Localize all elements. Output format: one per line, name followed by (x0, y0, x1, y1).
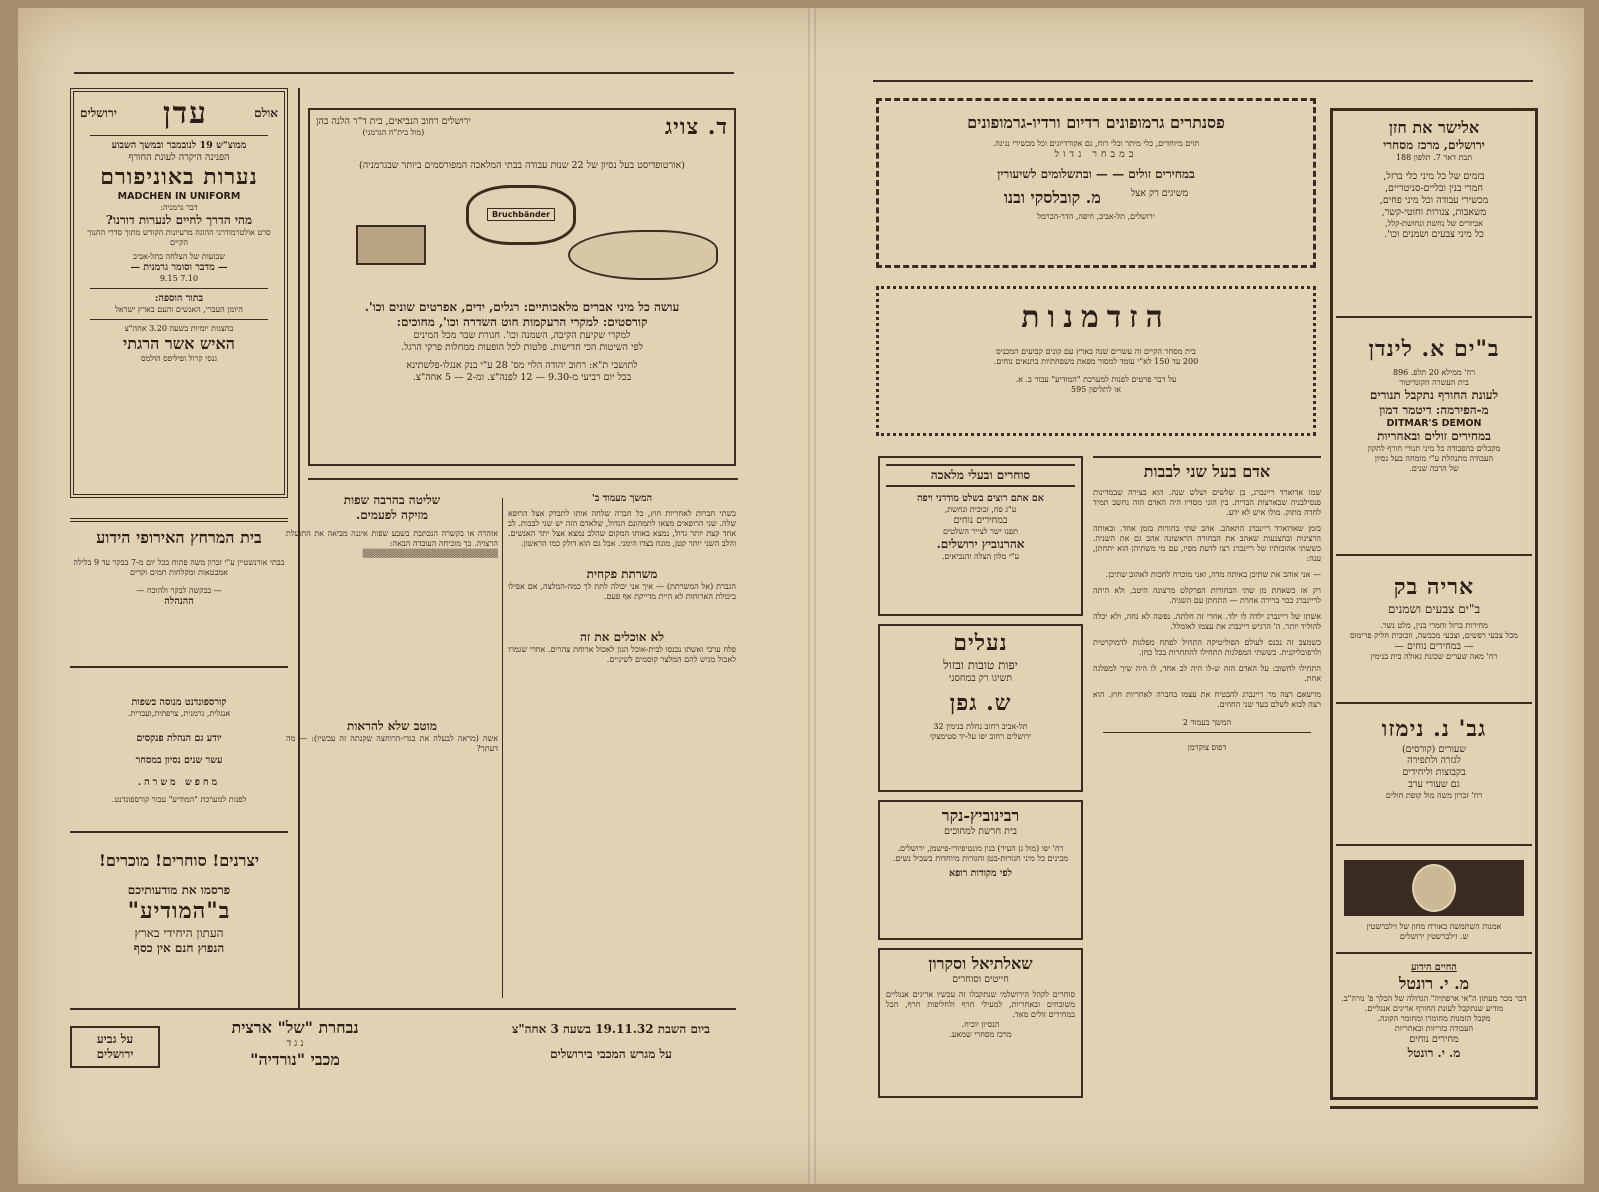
story-p8: מרשאם רצה מר ריינברג להבטיח את עצמו בחברה לאחריות חוץ. הוא רצה לבוא לשלם בעד שני החוזים. (1093, 690, 1321, 709)
aryeh-name: אריה בק (1393, 574, 1475, 600)
zweig-corsets: קורסטים: למקרי הרעקמות חוט השדרה וכו', מחוכים: (396, 314, 648, 329)
signs-l2: ע"ג פח, זכוכית ונחשת, (944, 504, 1017, 514)
zweig-name: ד. צויג (664, 114, 728, 140)
shoe-insole-icon (568, 230, 718, 280)
story-column (1093, 456, 1321, 1096)
gramo-big: במבחר גדול (1054, 149, 1138, 160)
nimzo-l3: בקבוצות וליחידים (1402, 767, 1466, 779)
signs-l1: אם אתם רוצים בשלט מודרני ויפה (917, 493, 1044, 504)
match-city: ירושלים (96, 1047, 134, 1061)
match-place: על מגרש המכבי בירושלים (550, 1047, 672, 1061)
story-p7: התחילו לחשוב: על האדם הזה ש-לו היה לב אחד, לו היה שיך למפלגה אחת. (1093, 664, 1321, 683)
eat-title: לא אוכלים את זה (579, 629, 664, 644)
corr-l2: אנגלית, גרמנית, צרפתית,ועברית. (127, 708, 231, 718)
eden-extra: היומן העברי, האנשים והעם בארץ ישראל (115, 304, 243, 314)
match-cup-box (70, 1026, 160, 1068)
corset-l1: בית חרשת למחוכים (944, 826, 1017, 837)
eden-film-title: נערות באוניפורם (100, 163, 258, 190)
rontel-l2: מודיע שנתקבל לעונת החורף אריגים אנגליים. (1364, 1003, 1504, 1013)
zweig-corsets2: למקרי שקיעת הקיבה, השמנה וכו'. חגורת שבר מכל המינים (413, 329, 631, 341)
alisher-l8: כל מיני צבעים ושמנים וכו'. (1384, 228, 1484, 240)
aryeh-l2: מחירות ברזל וחמרי בנין, מלט נשר. (1380, 620, 1488, 630)
shoes-ad (878, 624, 1083, 792)
rontel-name: מ. י. רונטל (1398, 973, 1470, 993)
corr-l4: עשר שנים נסיון במסחר (135, 754, 223, 766)
alisher-l7: אביזרים של נחשת ונחושת-קלל, (1385, 218, 1483, 228)
modia-l2: פרסמו את מודעותיכם (127, 883, 231, 897)
eden-premiere: הפנינה היקרה לעונת החורף (128, 151, 230, 163)
story-p3: — אני אוהב את שתיכן באותה מדה, ואני מוכרח לחכות לאהוב שתיכן. (1105, 570, 1321, 579)
eden-city: ירושלים (80, 106, 117, 120)
truss-icon (466, 185, 576, 245)
story-p6: כשמצב זה נכנס לעולם הפוליטיקה התחיל לפתח מפלגות לדמוקרטית ולרפובליקנית. כששתי המפלגות התחילו להתחרות בכל כחן. (1093, 638, 1321, 657)
corsets-ad (878, 800, 1083, 940)
corset-l4: לפי מקודות רופא (948, 867, 1013, 879)
nimzo-l4: גם שעורי ערב (1408, 779, 1460, 791)
foot-icon (356, 225, 426, 265)
soup-text: הגברת (אל המשרתת) — איך אני יכולה לתת לך כמה-המלצה, אם אפילו ביכולת הארוחות לא היית מדייקת אף פעם. (508, 581, 736, 601)
corset-l2: רח' יפו (מול גן העיר) בנין מונטיפיורי-פישמן, ירושלים. (897, 843, 1064, 853)
zweig-experience: (אורטופדיסט בעל נסיון של 22 שנות עבודה בבתי המלאכה המפורסמים ביותר שבגרמניה) (359, 160, 685, 171)
tailors-l3: הנסיון יוכיח. (961, 1019, 1000, 1029)
linden-brand: DITMAR'S DEMON (1386, 417, 1482, 429)
gramo-firm: מ. קובלסקי ובנו (1003, 187, 1101, 207)
langs-filler: ▒▒▒▒▒▒▒▒▒▒▒▒▒▒▒▒▒▒▒▒▒▒ (362, 549, 498, 558)
rontel-l1: דבר מכר מעתון ה"אי ארפתיה" הגדולה של הכלך פ' נורה"ב. (1341, 993, 1527, 1003)
zweig-address: ירושלים רחוב הנביאים, בית ד"ר הלנה כהן (316, 116, 471, 128)
gramo-sub: תוים מיוחדים, כלי מיתר וכלי רוח, גם אקורדיונים וכל מכשירי נגינה. (992, 139, 1200, 148)
nimzo-l2: לגזרה ולתפירה (1407, 755, 1461, 767)
alisher-l4: חמרי בנין ובליים-סניטריים, (1385, 182, 1483, 194)
aryeh-l5: רח' מאה שערים שכונת גאולה בית בנימין (1370, 652, 1498, 662)
top-rule-left (74, 72, 734, 74)
eden-lang: דבר גרמניה: (160, 203, 198, 213)
tailors-title: שאלתיאל וסקרון (928, 954, 1033, 973)
linden-l8: של הרבה שנים. (1409, 464, 1459, 474)
eden-cinema-ad (70, 88, 288, 498)
linden-l7: העבודה מתנהלת ע"י מומחה בעל נסיון (1374, 454, 1494, 464)
shoes-name: ש. גפן (949, 690, 1012, 717)
alisher-l1: ירושלים, מרכז מסחרי (1383, 138, 1485, 152)
linden-l2: בית העשרה הקונדיטור (1399, 377, 1469, 387)
corr-l3: יודע גם הנהלת פנקסים (136, 732, 222, 744)
silberstein-image (1344, 860, 1524, 916)
bottom-rule-right (1330, 1106, 1538, 1109)
gramo-only: משיגים רק אצל (1130, 187, 1189, 199)
nimzo-l1: שעורים (קורסים) (1401, 743, 1467, 755)
story-p4: רק אז כשאחת מן שתי הבחורות הפרקלט מרצונה היטב, ולא היתה לריינברג כבר ברירה אחרת — התחתן עם השניה. (1093, 586, 1321, 605)
spa-footer: — בבקשה לבקר ולהוכח — (136, 586, 222, 595)
shoes-l3: תל-אביב רחוב נחלת בנימין 32 (933, 721, 1028, 731)
opp-l4: או לתליפון 595 (1071, 384, 1121, 394)
silber-banner: אמנות השתמשה באורח מחון של זילברשטין (1366, 922, 1502, 931)
spa-title: בית המרחץ האירופי הידוע (96, 528, 262, 547)
alisher-l3: בזמים של כל מיני כלי ברזל, (1383, 171, 1485, 182)
eden-question: מהי הדרך לחיים לנערות דורנו? (105, 213, 253, 228)
eden-hall: אולם (254, 106, 278, 120)
shoes-l4: ירושלים רחוב יפו על-יד סטימצקי (929, 731, 1032, 741)
tailors-ad (878, 948, 1083, 1098)
modia-ad (70, 843, 288, 1003)
zweig-makes: עושה כל מיני אברים מלאכותיים: רגלים, ידים, אפרטים שונים וכו'. (364, 299, 680, 314)
rontel-sign: מ. י. רונטל (1407, 1045, 1461, 1060)
spa-mgmt: ההנהלה (164, 596, 194, 607)
cont-title: המשך מעמוד ב' (591, 493, 653, 504)
signs-l4: תפנו ישר לצייר השלטים (942, 526, 1019, 536)
newspaper-sheet (18, 8, 1584, 1184)
signs-l5: אהרנוביץ ירושלים. (936, 536, 1025, 551)
corr-l5: מחפש משרה. (137, 776, 221, 788)
story-p2: בזמן שאדוארד ריינברג התאהב. אהב שתי בחורות בזמן אחד. ובאותה הרצינות ובהצנעות שאהב את הבחורה הראשונה אהב גם את השניה. כששתי אהובותיו של ריינברג רצו לדעת מפיו, עם מי משתיהן הוא יתחתן, ענה: (1093, 524, 1321, 563)
nimzo-l5: רח' זכרון משה מול קופת חולים (1385, 791, 1483, 800)
opp-l1: בית מסחר הקיים זה עשרים שנה בארץ עם קונים קבועים המכניס (996, 346, 1196, 356)
shoes-l1: יפות טובות ובזול (943, 657, 1018, 672)
correspondent-ad (70, 683, 288, 833)
linden-l5: במחירים זולים ובאחריות (1377, 429, 1491, 444)
zweig-tlv: לתושבי ת"א: רחוב יהודה הלוי מס' 28 ע"י בנק אנגלו-פלשתינא (406, 359, 638, 371)
rontel-l5: מחירים נוחים (1409, 1033, 1459, 1045)
zweig-note: (מול בית"ח הגרמני) (362, 127, 425, 137)
eden-film2-sub: גנסי קרול ופיליפס הולמס (140, 353, 218, 363)
gramophone-ad (876, 98, 1316, 268)
aryeh-beck-ad (1336, 564, 1532, 704)
modia-l3: ב"המודיע" (127, 898, 231, 924)
better-text: אשה (מראה לבעלה את בגדי-הרוחצה שקנתה זה עכשיו): — מה דעתך? (286, 734, 498, 753)
signs-l3: במחירים נוחים (953, 514, 1008, 526)
linden-l6: מקבלים בהפבודה כל מיני תנורי חורף לתקון (1367, 444, 1501, 454)
story-printer: דפוס צוקרמן (1187, 743, 1227, 752)
match-team1: נבחרת "של" ארצית (231, 1018, 359, 1037)
eden-matinee: בהצגות יומיות בשעה 3.20 אחה"צ (124, 323, 234, 333)
gramo-prices: במחירים זולים — — ובתשלומים לשיעורין (997, 166, 1195, 181)
opp-l2: 200 עד 150 לא"י עומד למסור מפאת משפחתיות בתנאים נוחים. (993, 356, 1199, 366)
eden-date: ממוצ"ש 19 לנובמבר ובמשך השבוע (111, 140, 247, 151)
gramo-title: פסנתרים גרמופונים רדיום ורדיו-גרמופונים (967, 113, 1225, 132)
modia-l5: הנפוץ חנם אין כסף (133, 940, 225, 955)
eden-film-title-en: MADCHEN IN UNIFORM (117, 191, 241, 203)
shoes-title: נעלים (953, 630, 1008, 656)
zweig-ortho-ad (308, 108, 736, 466)
nimzo-courses-ad (1336, 712, 1532, 846)
eat-text: פלח ערבי ואשתו נכנסו לבית-אוכל הגון לאכול ארוחת צהרים. אחרי שגמרו לאכול מגיש להם המלצר קוסמים לשיניים. (508, 644, 736, 664)
opportunity-ad (876, 286, 1316, 436)
text-column-2 (286, 493, 498, 1003)
alisher-l6: משאבות, צנורות וחוטי-קשר, (1381, 206, 1487, 218)
portrait-icon (1412, 864, 1456, 912)
rontel-l4: העבודה בזריזות ובאחריות (1394, 1023, 1474, 1033)
modia-l1: יצרנים! סוחרים! מוכרים! (98, 851, 260, 870)
spa-text: בבתי אורנשטיין ע"י זכרון משה פתוח בכל יום מ-7 בבקר עד 9 בלילה (73, 558, 285, 567)
eden-shows: שבועות של הצלחה בתל-אביב (133, 252, 225, 262)
silberstein-ad (1336, 854, 1532, 954)
spa-line2: אמבטאות ומקלחות חמים וקרים (130, 568, 228, 577)
opp-l3: על דבר פרטים לפנות למערכת "המודיע" עבור ב. א. (1015, 374, 1177, 384)
eden-langs: — מדבר וסומר גרמנית — (130, 262, 228, 274)
story-p5: אשתו של ריינברג ילדה לו ילד. אחרי זה חלתה. נפשה לא נחה, ולא יכלה להוליד יותר. ה' הרגיש ריינברג את עצמו לאומלל. (1093, 612, 1321, 631)
rontel-ad (1336, 962, 1532, 1096)
linden-ad (1336, 326, 1532, 556)
spa-ad (70, 518, 288, 668)
zweig-bottom-rule (308, 478, 738, 480)
rontel-header: החיים הידוע (1411, 962, 1457, 973)
better-title: מוטב שלא להראות (347, 719, 437, 733)
tailors-l2: סוחרים לקהל הירושלמי שנתקבלו זה עכשיו אריגים אנגליים משובחים ובאחריות, למעילי חרף ולחליפות חרף, הכל במחירים זולים מאד. (886, 989, 1075, 1019)
zweig-illustrations (316, 180, 728, 300)
rontel-l3: מקבל הזמנות מחומרו ומחומר הקונה. (1377, 1013, 1491, 1023)
match-top-rule (70, 1008, 736, 1010)
match-team2: מכבי "נורדיה" (250, 1049, 340, 1069)
aryeh-l1: ב"ים צבעים ושמנים (1387, 601, 1481, 616)
langs-title1: שליטה בהרבה שפות (343, 493, 441, 507)
cont-text: בשתי חברות לאחריות חוץ, כל חברה שלחה אותו לתבדק אצל הרופא שלה. שני הרופאים מצאו לתמהונם הגדול, שלאדם הזה יש שני לבבות. לב אחד קצת יותר גדול, נמצא באותו המקום שהלב נמצא אצל יתר האנשים. והלב השני יותר קטן, מונח בצדו הימני. אבל גם הוא דולק כמו הראשון. (508, 508, 736, 548)
zweig-hours: בכל יום רביעי מ-9.30 — 12 לפנה"צ. ומ-2 — 5 אחה"צ. (412, 371, 632, 383)
zweig-methods: לפי השיטות הכי חדישות. פלטות לכל הופעות ממחלות פרקי הרגל. (401, 341, 643, 353)
alisher-l5: מכשירי עבודה וכל מיני פחים, (1379, 194, 1489, 206)
match-cup: על גביע (96, 1032, 134, 1046)
soup-title: משרתת פקחית (586, 566, 658, 581)
corset-l3: מכינים כל מיני חגורות-בטן וחגורות מיוחדות בשביל נשים. (893, 853, 1068, 863)
signs-title: סוחרים ובעלי מלאכה (930, 468, 1031, 482)
gramo-cities: ירושלים, תל-אביב, חיפה, הדר-הכרמל (1037, 211, 1155, 221)
col-rule-2 (502, 498, 503, 998)
top-rule-right (873, 80, 1533, 82)
aryeh-l3: מכל צבעי רפשים, וצבעי מכבשה, וזכוכית חליק פרימוס (1350, 630, 1518, 640)
alisher-ad (1336, 118, 1532, 318)
linden-l1: רח' ממילא 20 תלפ. 896 (1393, 367, 1475, 377)
signs-ad (878, 456, 1083, 616)
alisher-name: אלישר את חזן (1388, 118, 1480, 137)
langs-title2: מזיקה לפעמים. (356, 508, 428, 522)
tailors-l4: מרכז מסחרי שמאע. (949, 1029, 1012, 1039)
corr-l6: לפנות למערכת "המודיע" עבור קורספונדנט. (111, 794, 247, 804)
linden-l3: לעונת החורף נתקבל תנורים (1369, 387, 1499, 402)
opp-title: הזדמנות (1021, 300, 1171, 335)
tailors-l1: חייטים וסוחרים (952, 974, 1009, 985)
eden-desc: סרט אולטרמודרני ההוגה מרעיונות הקודש מתוך סדרי החנוך הקיים (87, 228, 271, 248)
eden-times: 7.10 9.15 (159, 274, 199, 283)
aryeh-l4: — במחירים נוחים — (1394, 640, 1474, 652)
truss-label: Bruchbänder (487, 208, 555, 221)
signs-l6: ע"י מלון הצלה והנביאים. (941, 551, 1020, 561)
shoes-l2: תשיגו רק במחסני (948, 672, 1013, 684)
match-vs: נ ג ד (286, 1038, 304, 1049)
match-time: ביום השבת 19.11.32 בשעה 3 אחה"צ (512, 1022, 710, 1036)
center-fold (808, 8, 816, 1184)
story-title: אדם בעל שני לבבות (1143, 462, 1271, 481)
story-cont: המשך בעמוד 2 (1182, 718, 1232, 727)
story-p1: שמו אדוארד ריינברג, בן שלשים ושלש שנה. הוא בצירה שבמדינות פנסילבניה שבארצות הברית. בין הוני מסדיו היה האדם הזה נחשב תמיד לחדה מתוק. מולו איש לא ידע. (1093, 488, 1321, 517)
corr-l1: קורספונדנט מנוסה בשפות (131, 697, 227, 708)
eden-name: עדן (162, 96, 209, 131)
alisher-l2: תבת דאר 7. תלפון 188 (1395, 153, 1473, 162)
linden-name: ב"ים א. לינדן (1368, 336, 1500, 362)
eden-extra-title: בתור הוספה: (154, 293, 204, 304)
silber-sign: ש. זילברשטין ירושלים (1399, 932, 1469, 941)
langs-text: אזהרה או בקשרה הנכתבת בשבע שפות איננה מביאה את התועלת הרצויה. כך מוכיחה העובדה הבאה: (286, 529, 498, 548)
corset-title: רבינוביץ-נקר (941, 806, 1020, 825)
linden-l4: מ-הפירמה: דיטמר דמון (1379, 402, 1489, 417)
match-ad (70, 1018, 736, 1098)
eden-film2: האיש אשר הרגתי (123, 333, 235, 353)
nimzo-name: גב' נ. נימזו (1381, 716, 1487, 742)
modia-l4: העתון היחידי בארץ (134, 925, 224, 940)
text-column-1 (508, 493, 736, 1003)
